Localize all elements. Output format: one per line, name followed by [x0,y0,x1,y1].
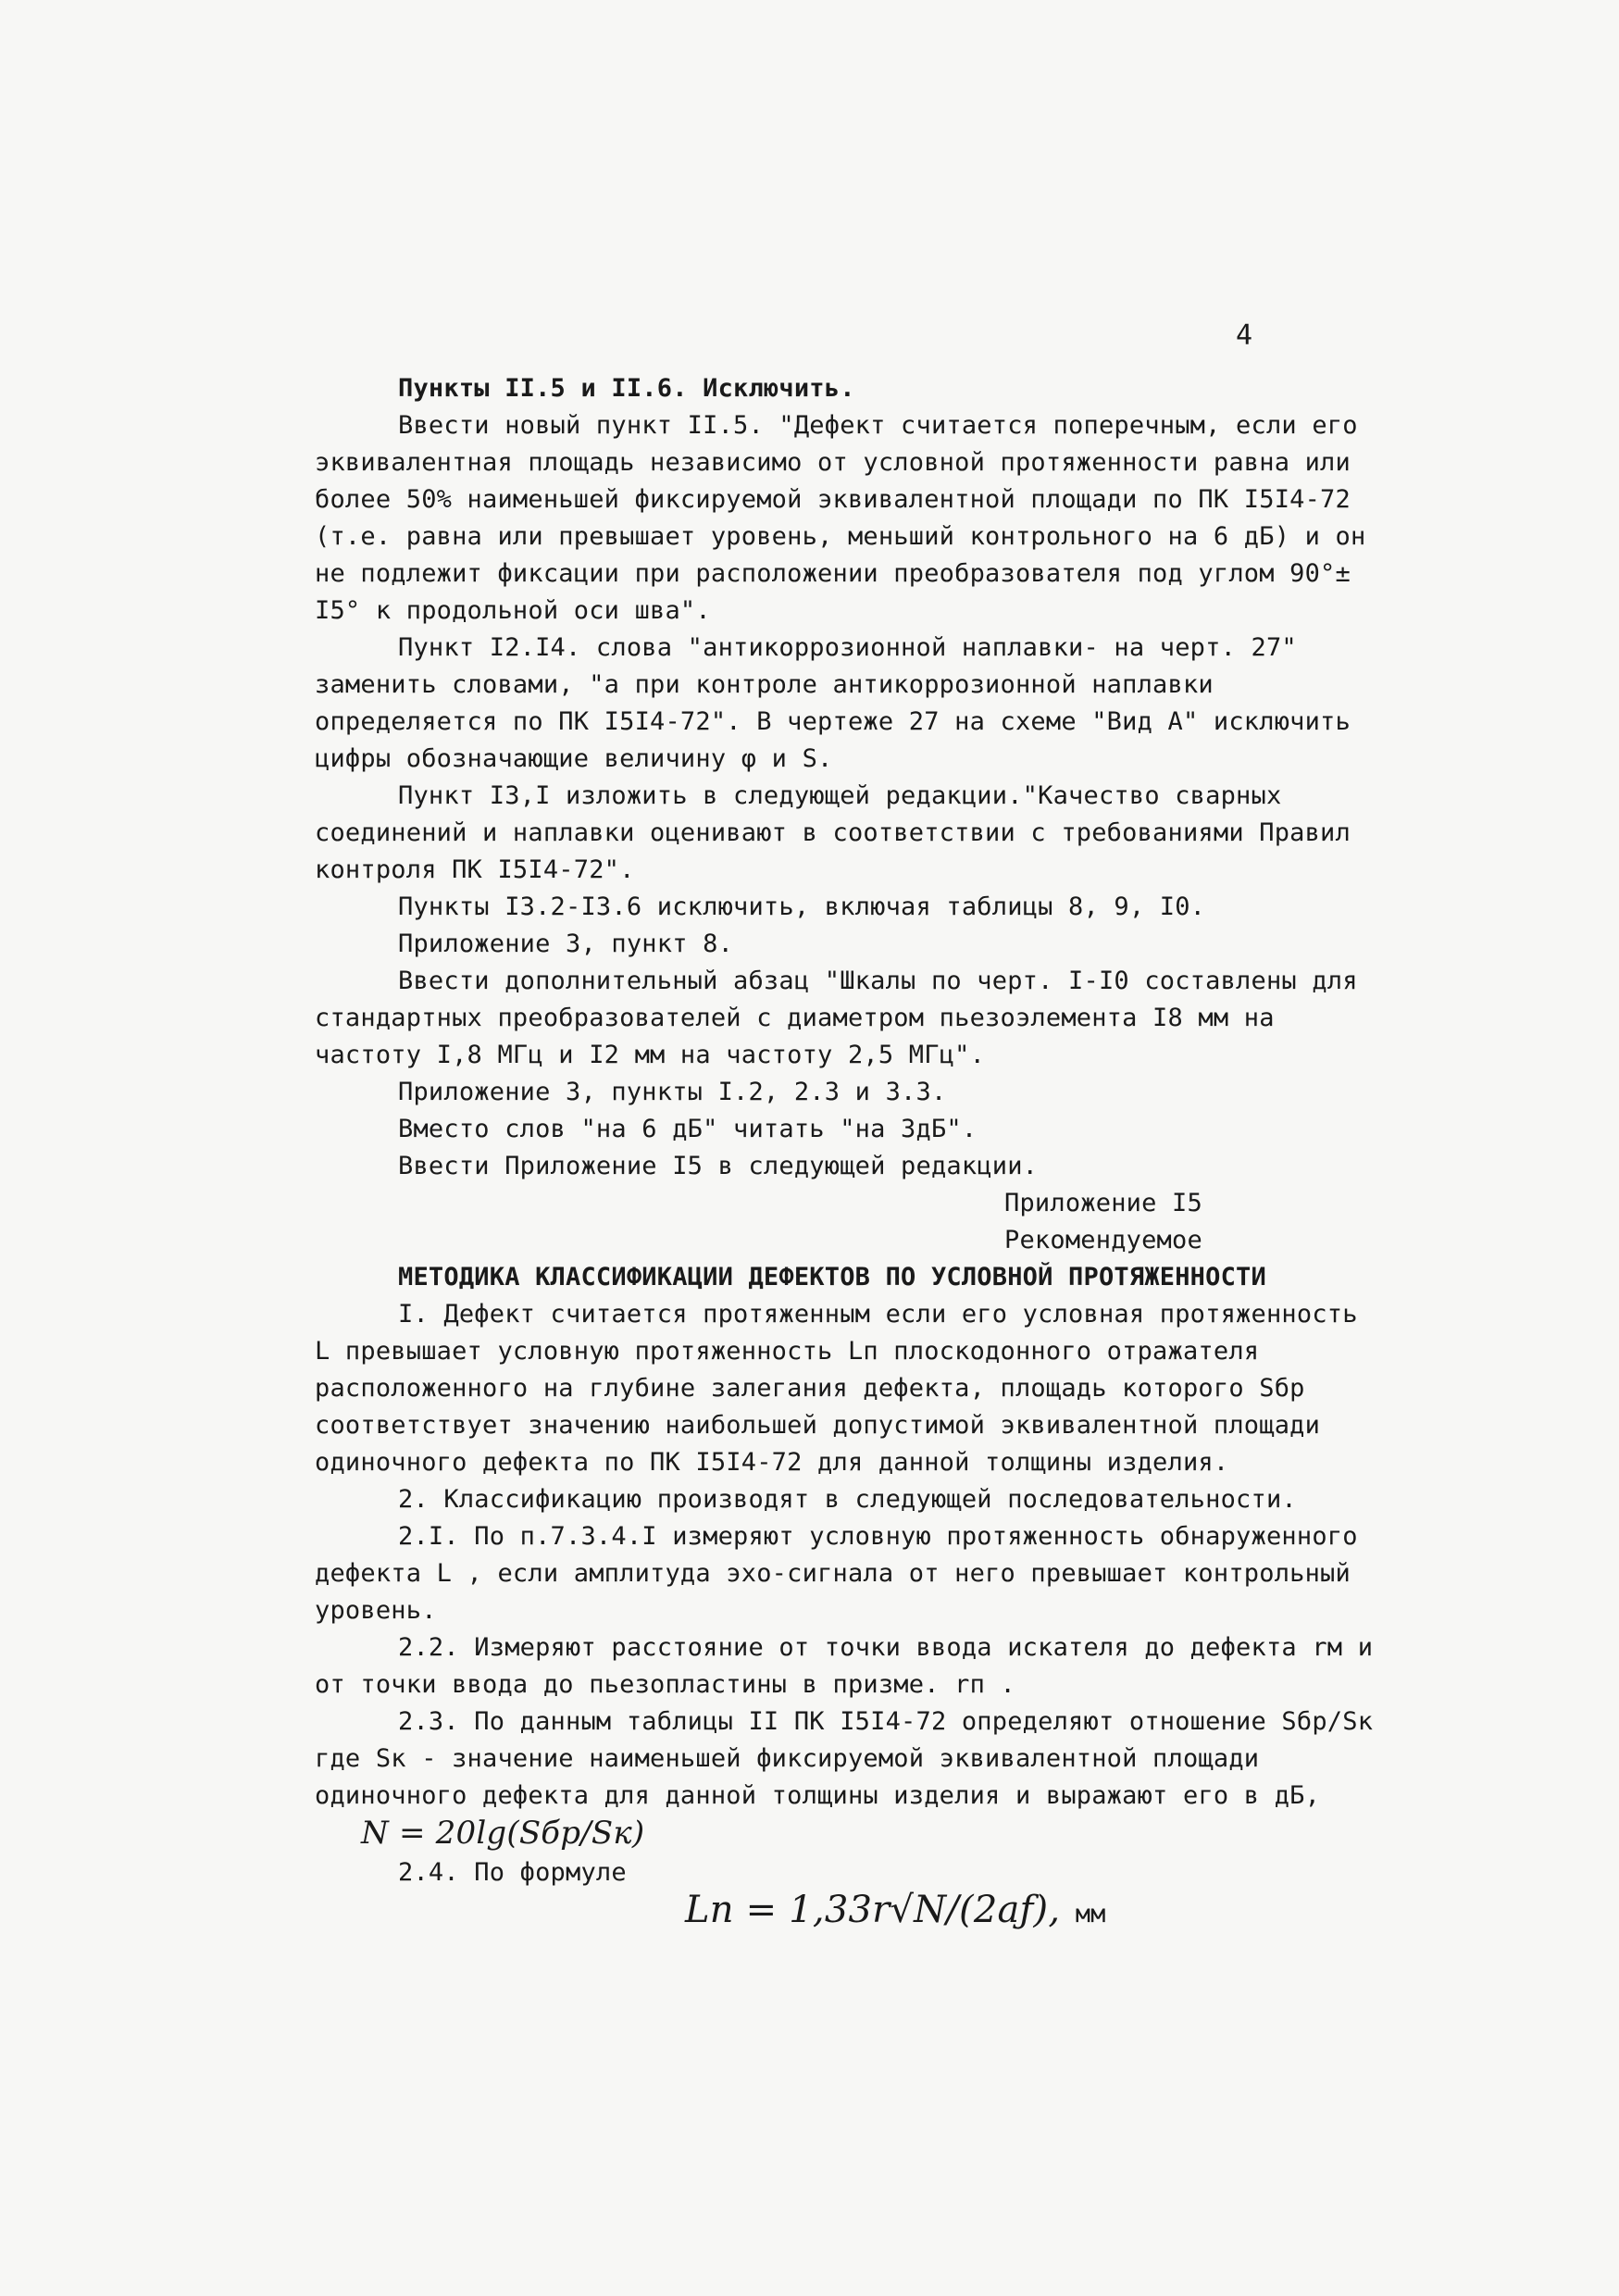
paragraph: Ввести Приложение I5 в следующей редакции. [398,1152,1039,1180]
appendix-label: Приложение I5 [1004,1189,1202,1217]
method-item: 2. Классификацию производят в следующей последовательности. [398,1485,1297,1514]
method-item: 2.I. По п.7.3.4.I измеряют условную протяженность обнаруженного дефекта L , если амплитуда эхо-сигнала от него превышает контрольный уровень. [315,1522,1358,1625]
paragraph: Пункт I2.I4. слова "антикоррозионной наплавки- на черт. 27" заменить словами, "а при контроле антикоррозионной наплавки определяется по ПК I5I4-72". В чертеже 27 на схеме "Вид А" исключить цифры обозначающие величину φ и S. [315,633,1351,773]
method-item: 2.3. По данным таблицы II ПК I5I4-72 определяют отношение Sбр/Sк где Sк - значение наименьшей фиксируемой эквивалентной площади одиночного дефекта для данной толщины изделия и выражают его в дБ, [315,1707,1374,1810]
paragraph: Пункты I3.2-I3.6 исключить, включая таблицы 8, 9, I0. [398,892,1206,921]
formula-n [315,1815,1379,1854]
step-2-4: 2.4. По формуле [398,1858,627,1887]
formula-l [315,1891,1379,1933]
method-item: I. Дефект считается протяженным если его условная протяженность L превышает условную протяженность Lп плоскодонного отражателя расположенного на глубине залегания дефекта, площадь которого Sбр соответствует значению наибольшей допустимой эквивалентной площади одиночного дефекта по ПК I5I4-72 для данной толщины изделия. [315,1300,1358,1477]
formula-l-text: Lп = 1,33r√N/(2aƒ), [685,1889,1061,1931]
paragraph: Приложение 3, пункт 8. [398,930,734,958]
paragraph: Приложение 3, пункты I.2, 2.3 и 3.3. [398,1078,947,1106]
formula-unit: мм [1075,1900,1106,1928]
page-number: 4 [1236,319,1253,352]
paragraph: Пункты II.5 и II.6. Исключить. [398,374,855,403]
paragraph: Ввести дополнительный абзац "Шкалы по черт. I-I0 составлены для стандартных преобразователей с диаметром пьезоэлемента I8 мм на частоту I,8 МГц и I2 мм на частоту 2,5 МГц". [315,967,1358,1069]
method-title: МЕТОДИКА КЛАССИФИКАЦИИ ДЕФЕКТОВ ПО УСЛОВНОЙ ПРОТЯЖЕННОСТИ [398,1263,1266,1292]
appendix-status: Рекомендуемое [1004,1226,1202,1254]
method-item: 2.2. Измеряют расстояние от точки ввода искателя до дефекта rм и от точки ввода до пьезопластины в призме. rп . [315,1633,1374,1699]
paragraph: Пункт I3,I изложить в следующей редакции."Качество сварных соединений и наплавки оценивают в соответствии с требованиями Правил контроля ПК I5I4-72". [315,781,1351,884]
paragraph: Ввести новый пункт II.5. "Дефект считается поперечным, если его эквивалентная площадь независимо от условной протяженности равна или более 50% наименьшей фиксируемой эквивалентной площади по ПК I5I4-72 (т.е. равна или превышает уровень, меньший контрольного на 6 дБ) и он не подлежит фиксации при расположении преобразователя под углом 90°± I5° к продольной оси шва". [315,411,1366,625]
formula-n-text: N = 20lg(Sбр/Sк) [361,1815,645,1852]
paragraph: Вместо слов "на 6 дБ" читать "на 3дБ". [398,1115,978,1143]
document-body [315,370,1379,1933]
